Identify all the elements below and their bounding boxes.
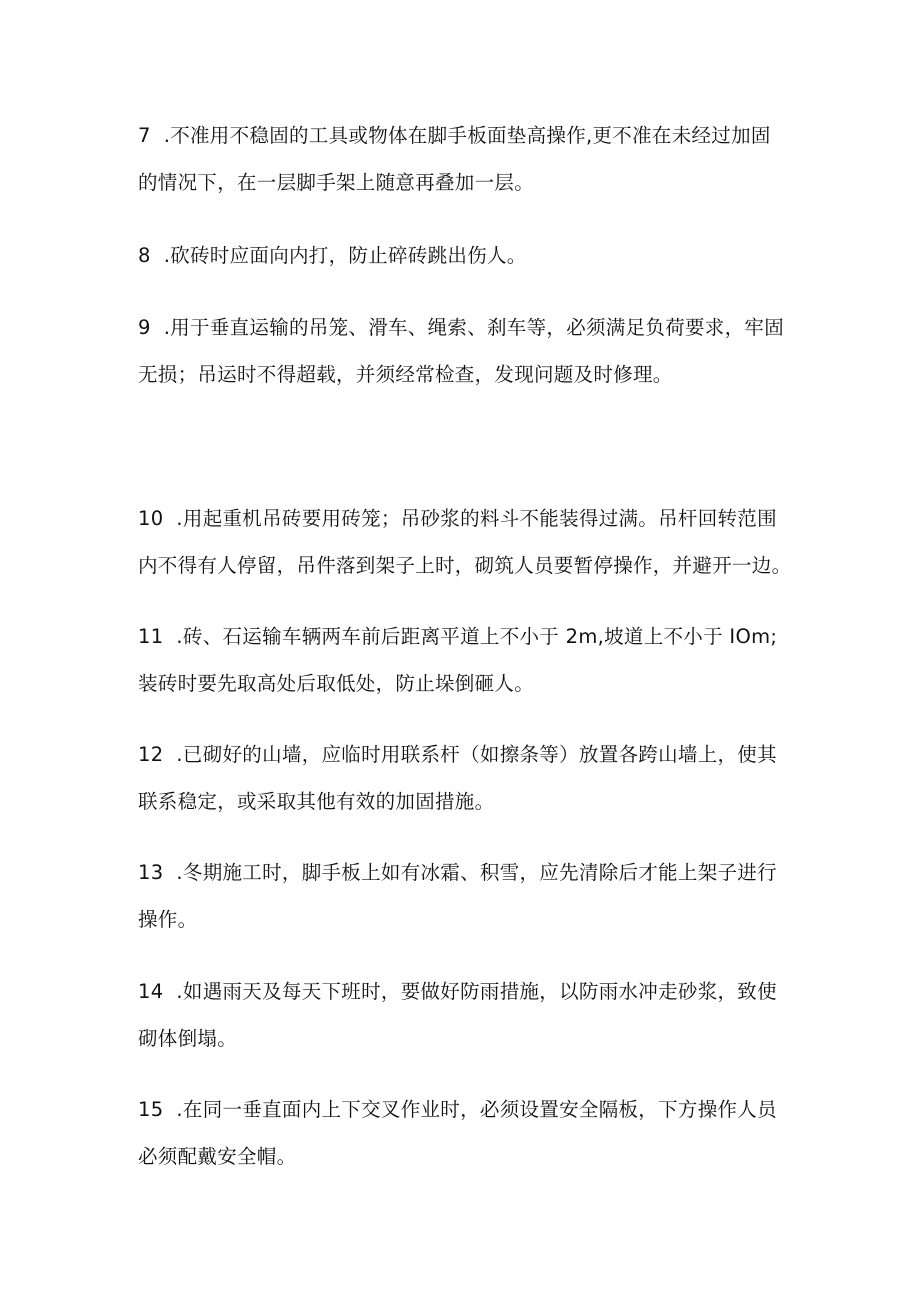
item-14-line-1: 14 .如遇雨天及每天下班时，要做好防雨措施，以防雨水冲走砂浆，致使 (138, 980, 777, 1003)
list-item-15 (138, 1086, 798, 1180)
item-15-line-2: 必须配戴安全帽。 (138, 1145, 297, 1168)
list-item-11 (138, 613, 798, 707)
item-14-line-2: 砌体倒塌。 (138, 1027, 238, 1050)
item-11-line-2: 装砖时要先取高处后取低处，防止垛倒砸人。 (138, 672, 535, 695)
list-item-9 (138, 304, 798, 398)
list-item-12 (138, 731, 798, 825)
item-9-line-2: 无损；吊运时不得超载，并须经常检查，发现问题及时修理。 (138, 363, 673, 386)
item-12-line-2: 联系稳定，或采取其他有效的加固措施。 (138, 790, 495, 813)
list-item-8 (138, 232, 798, 279)
item-8-line-1: 8 .砍砖时应面向内打，防止碎砖跳出伤人。 (138, 244, 527, 267)
item-9-line-1: 9 .用于垂直运输的吊笼、滑车、绳索、刹车等，必须满足负荷要求，牢固 (138, 316, 785, 339)
item-12-line-1: 12 .已砌好的山墙，应临时用联系杆（如擦条等）放置各跨山墙上，使其 (138, 743, 777, 766)
list-item-7 (138, 112, 798, 206)
item-10-line-2: 内不得有人停留，吊件落到架子上时，砌筑人员要暂停操作，并避开一边。 (138, 554, 792, 577)
list-item-10 (138, 495, 798, 589)
list-item-13 (138, 849, 798, 943)
list-item-14 (138, 968, 798, 1062)
item-7-line-2: 的情况下，在一层脚手架上随意再叠加一层。 (138, 171, 535, 194)
item-11-line-1: 11 .砖、石运输车辆两车前后距离平道上不小于 2m,坡道上不小于 IOm; (138, 625, 778, 648)
item-7-line-1: 7 .不准用不稳固的工具或物体在脚手板面垫高操作,更不准在未经过加固 (138, 124, 771, 147)
item-10-line-1: 10 .用起重机吊砖要用砖笼；吊砂浆的料斗不能装得过满。吊杆回转范围 (138, 507, 777, 530)
item-13-line-2: 操作。 (138, 908, 198, 931)
item-15-line-1: 15 .在同一垂直面内上下交叉作业时，必须设置安全隔板，下方操作人员 (138, 1098, 777, 1121)
item-13-line-1: 13 .冬期施工时，脚手板上如有冰霜、积雪，应先清除后才能上架子进行 (138, 861, 777, 884)
